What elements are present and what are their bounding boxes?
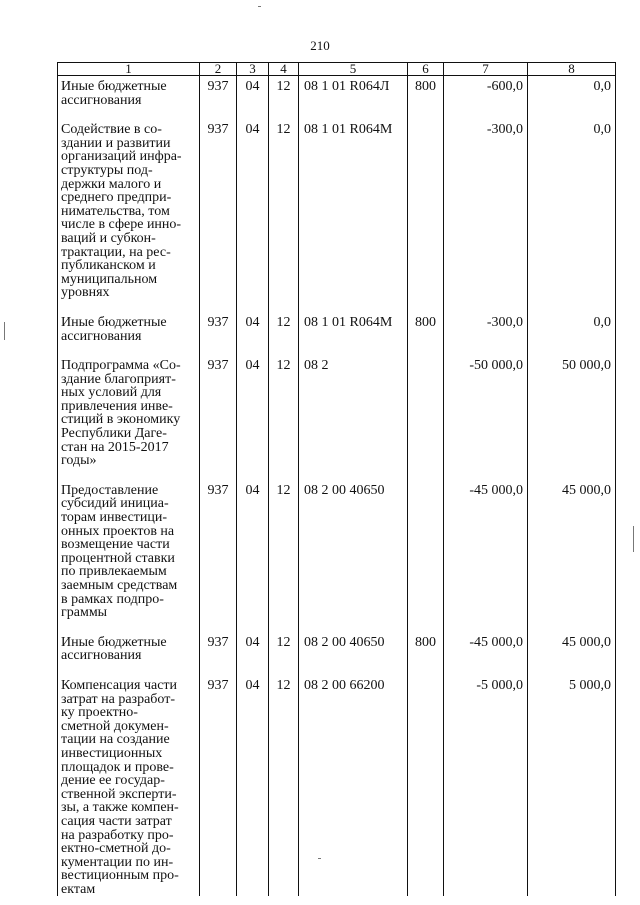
cell-col4: 12 [269, 312, 299, 343]
cell-col2: 937 [200, 675, 237, 897]
cell-col7: -5 000,0 [444, 675, 528, 897]
table-row [58, 312, 616, 343]
page-number: 210 [310, 38, 330, 53]
cell-col3: 04 [237, 312, 269, 343]
cell-col8: 5 000,0 [528, 675, 616, 897]
cell-col5: 08 2 [299, 355, 408, 468]
table-row [58, 480, 616, 620]
cell-col3: 04 [237, 675, 269, 897]
cell-col6: 800 [408, 76, 444, 108]
table-row [58, 76, 616, 108]
table-row [58, 675, 616, 897]
cell-col7: -300,0 [444, 119, 528, 300]
row-spacer [58, 663, 616, 675]
cell-col6 [408, 675, 444, 897]
column-header: 6 [408, 63, 444, 76]
column-header: 4 [269, 63, 299, 76]
cell-col5: 08 1 01 R064М [299, 312, 408, 343]
cell-col6 [408, 119, 444, 300]
cell-col4: 12 [269, 355, 299, 468]
cell-col6 [408, 355, 444, 468]
cell-col5: 08 1 01 R064Л [299, 76, 408, 108]
cell-col2: 937 [200, 119, 237, 300]
scan-edge-mark [633, 526, 634, 552]
cell-col5: 08 2 00 40650 [299, 480, 408, 620]
cell-col7: -45 000,0 [444, 480, 528, 620]
cell-col8: 0,0 [528, 119, 616, 300]
cell-col8: 45 000,0 [528, 632, 616, 663]
table-header-row [58, 63, 616, 76]
cell-col4: 12 [269, 119, 299, 300]
cell-col8: 0,0 [528, 76, 616, 108]
column-header: 3 [237, 63, 269, 76]
cell-col6: 800 [408, 632, 444, 663]
cell-col5: 08 1 01 R064М [299, 119, 408, 300]
table-row [58, 632, 616, 663]
column-header: 2 [200, 63, 237, 76]
column-header: 5 [299, 63, 408, 76]
cell-col2: 937 [200, 480, 237, 620]
scan-edge-mark [318, 858, 321, 859]
cell-col7: -50 000,0 [444, 355, 528, 468]
cell-col4: 12 [269, 76, 299, 108]
row-spacer [58, 343, 616, 355]
cell-col2: 937 [200, 76, 237, 108]
column-header: 7 [444, 63, 528, 76]
cell-col3: 04 [237, 632, 269, 663]
cell-col8: 0,0 [528, 312, 616, 343]
cell-col3: 04 [237, 480, 269, 620]
cell-col4: 12 [269, 632, 299, 663]
cell-col6 [408, 480, 444, 620]
column-header: 1 [58, 63, 200, 76]
budget-table [57, 62, 616, 896]
scan-edge-mark [258, 6, 261, 7]
cell-col2: 937 [200, 355, 237, 468]
row-name: Иные бюджетные ассигнования [58, 312, 200, 343]
table-row [58, 119, 616, 300]
cell-col3: 04 [237, 119, 269, 300]
row-spacer [58, 300, 616, 312]
cell-col7: -600,0 [444, 76, 528, 108]
cell-col4: 12 [269, 480, 299, 620]
row-name: Предоставление субсидий инициа- торам инвестици- онных проектов на возмещение части процентной ставки по привлекаемым заемным средствам в рамках подпро- граммы [58, 480, 200, 620]
row-spacer [58, 620, 616, 632]
cell-col7: -300,0 [444, 312, 528, 343]
row-name: Компенсация части затрат на разработ- ку проектно- сметной докумен- тации на создание инвестиционных площадок и прове- дение ее государ- ственной эксперти- зы, а также компен- сация части затрат на разработку про- ектно-сметной до- кументации по ин- вестиционным про- ектам [58, 675, 200, 897]
cell-col2: 937 [200, 632, 237, 663]
scan-edge-mark [4, 322, 5, 340]
cell-col3: 04 [237, 355, 269, 468]
row-name: Иные бюджетные ассигнования [58, 632, 200, 663]
cell-col5: 08 2 00 66200 [299, 675, 408, 897]
cell-col6: 800 [408, 312, 444, 343]
column-header: 8 [528, 63, 616, 76]
cell-col3: 04 [237, 76, 269, 108]
cell-col8: 45 000,0 [528, 480, 616, 620]
table-row [58, 355, 616, 468]
row-name: Содействие в со- здании и развитии организаций инфра- структуры под- держки малого и среднего предпри- нимательства, том числе в сфере инно- ваций и субкон- трактации, на рес- публиканском и муниципальном уровнях [58, 119, 200, 300]
cell-col5: 08 2 00 40650 [299, 632, 408, 663]
cell-col2: 937 [200, 312, 237, 343]
row-name: Иные бюджетные ассигнования [58, 76, 200, 108]
cell-col8: 50 000,0 [528, 355, 616, 468]
row-spacer [58, 107, 616, 119]
row-spacer [58, 468, 616, 480]
cell-col4: 12 [269, 675, 299, 897]
row-name: Подпрограмма «Со- здание благоприят- ных условий для привлечения инве- стиций в экономику Республики Даге- стан на 2015-2017 годы» [58, 355, 200, 468]
cell-col7: -45 000,0 [444, 632, 528, 663]
budget-table-container [57, 61, 615, 897]
